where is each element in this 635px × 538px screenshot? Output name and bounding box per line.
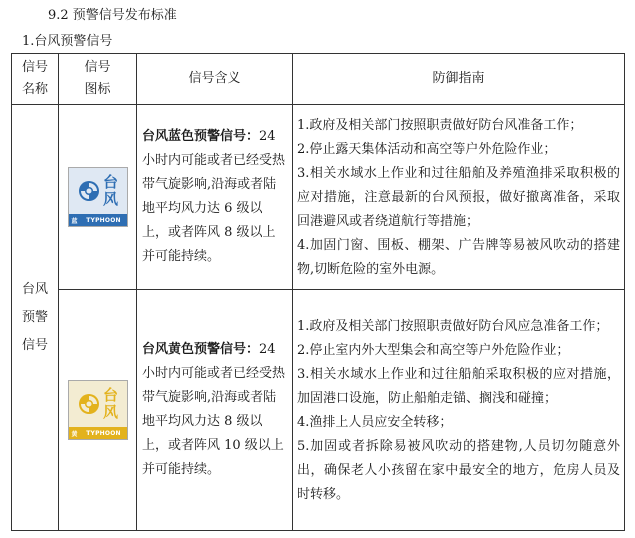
guide-cell-blue — [293, 105, 625, 290]
icon-char: 台 — [102, 173, 118, 191]
swirl-icon — [77, 392, 101, 416]
signal-name-cell: 台风 预警 信号 — [12, 105, 59, 531]
guide-item: 2.停止露天集体活动和高空等户外危险作业； — [297, 141, 557, 157]
icon-cell-yellow — [59, 290, 137, 531]
typhoon-warning-table — [11, 53, 625, 531]
header-defense-guide: 防御指南 — [293, 54, 625, 105]
meaning-text: 24小时内可能或者已经受热带气旋影响,沿海或者陆地平均风力达 8 级以上，或者阵风 10 级以上并可能持续。 — [142, 342, 286, 477]
header-signal-name: 信号 名称 — [12, 54, 59, 105]
meaning-text: 24小时内可能或者已经受热带气旋影响,沿海或者陆地平均风力达 6 级以上，或者阵风 8 级以上并可能持续。 — [142, 129, 286, 264]
guide-item: 1.政府及相关部门按照职责做好防台风应急准备工作； — [297, 318, 609, 334]
section-title: 9.2 预警信号发布标准 — [48, 8, 177, 23]
icon-level-char: 蓝 — [71, 217, 78, 225]
icon-english-label: TYPHOON — [86, 216, 121, 224]
swirl-icon — [77, 179, 101, 203]
icon-cell-blue — [59, 105, 137, 290]
guide-item: 3.相关水域水上作业和过往船舶采取积极的应对措施，加固港口设施，防止船舶走锚、搁浅和碰撞； — [297, 366, 620, 406]
header-signal-icon: 信号 图标 — [59, 54, 137, 105]
icon-char: 风 — [102, 403, 118, 421]
typhoon-yellow-icon — [68, 380, 128, 440]
icon-char: 风 — [102, 190, 118, 208]
table-row-yellow — [12, 290, 625, 531]
icon-level-char: 黄 — [71, 430, 78, 438]
guide-item: 5.加固或者拆除易被风吹动的搭建物,人员切勿随意外出，确保老人小孩留在家中最安全的地方，危房人员及时转移。 — [297, 438, 620, 502]
icon-english-label: TYPHOON — [86, 429, 121, 437]
header-row — [12, 54, 625, 105]
guide-item: 4.渔排上人员应安全转移； — [297, 414, 453, 430]
meaning-title: 台风蓝色预警信号： — [142, 129, 260, 144]
guide-cell-yellow — [293, 290, 625, 531]
meaning-title: 台风黄色预警信号： — [142, 342, 260, 357]
typhoon-blue-icon — [68, 167, 128, 227]
subsection-title: 1.台风预警信号 — [22, 34, 113, 49]
guide-item: 3.相关水域水上作业和过往船舶及养殖渔排采取积极的应对措施，注意最新的台风预报，做好撤离准备，采取回港避风或者绕道航行等措施； — [297, 165, 620, 229]
guide-item: 4.加固门窗、围板、棚架、广告牌等易被风吹动的搭建物,切断危险的室外电源。 — [297, 237, 620, 277]
header-signal-meaning: 信号含义 — [137, 54, 293, 105]
guide-item: 2.停止室内外大型集会和高空等户外危险作业； — [297, 342, 570, 358]
icon-char: 台 — [102, 386, 118, 404]
meaning-cell-blue — [137, 105, 293, 290]
table-row-blue — [12, 105, 625, 290]
meaning-cell-yellow — [137, 290, 293, 531]
guide-item: 1.政府及相关部门按照职责做好防台风准备工作； — [297, 117, 583, 133]
